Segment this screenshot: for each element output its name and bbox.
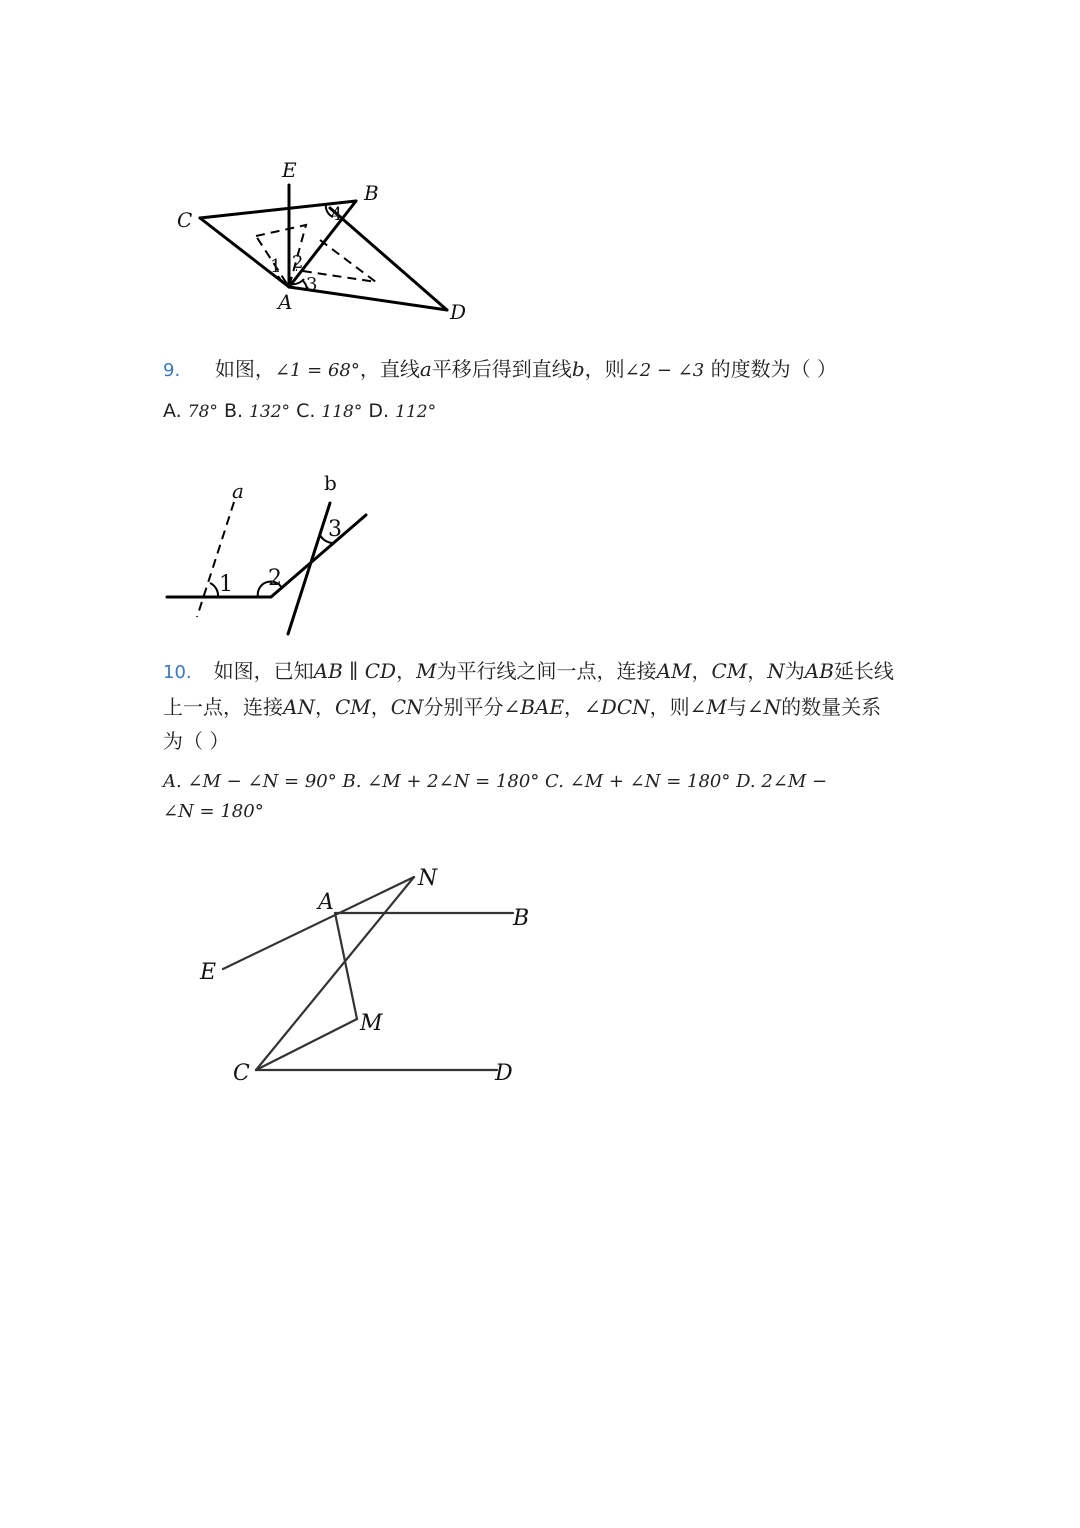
angle-label-1: 1 [219,572,233,597]
label-N: N [418,866,438,891]
segment-AM [335,913,357,1019]
label-M: M [360,1011,383,1036]
question-text: ， [747,659,768,683]
question-text: 延长线 [833,659,894,683]
angle-label-2: 2 [268,566,282,591]
math-expr: ∠1 = 68° [274,360,360,381]
label-E: E [200,960,217,985]
question-text: 平移后得到直线 [431,357,572,381]
option-a-label: A. [163,400,182,422]
math-expr: CM [711,659,748,683]
math-expr: ∠M [689,695,727,719]
segment-CM [256,1019,357,1070]
question-text: 上一点，连接 [163,695,283,719]
angle-label-3: 3 [328,517,342,542]
math-expr: CM [334,695,371,719]
math-expr: M [416,659,437,683]
options-line-2: ∠N = 180° [163,801,264,822]
option-c-label: C. [296,400,316,422]
label-E: E [282,158,297,182]
question-text: ， [396,659,417,683]
option-d: 112° [395,402,437,422]
question-text: 为 [784,659,805,683]
math-expr: AM [656,659,692,683]
question-line-3: 为（ ） [163,729,230,753]
angle-label-4: 4 [331,204,343,225]
question-text: ，直线 [359,357,420,381]
math-expr: ∠N [746,695,782,719]
label-D: D [450,300,467,324]
question-text: 如图，已知 [213,659,314,683]
question-text: ，则 [584,357,625,381]
math-expr: AN [283,695,315,719]
question-text: 的度数为（ ） [704,357,837,381]
options-line-1: A. ∠M − ∠N = 90° B. ∠M + 2∠N = 180° C. ∠M + ∠N = 180° D. 2∠M − [163,771,828,792]
question-text: 为平行线之间一点，连接 [436,659,657,683]
angle-label-3: 3 [306,274,318,295]
segment-CN [256,877,414,1070]
label-a: a [232,479,244,503]
math-expr: AB [804,659,834,683]
math-expr: ∠BAE [503,695,565,719]
math-expr: CN [390,695,424,719]
math-expr: ∠DCN [584,695,650,719]
option-c: 118° [321,402,363,422]
option-b-label: B. [223,400,244,422]
question-text: 的数量关系 [781,695,882,719]
math-var: a [419,357,432,381]
angle-label-1: 1 [270,256,282,277]
math-var: b [571,357,585,381]
label-D: D [495,1061,513,1086]
label-B: B [513,906,530,931]
label-A: A [278,290,293,314]
question-text: ，则 [649,695,690,719]
question-text: ， [370,695,391,719]
label-C: C [177,208,193,232]
label-b: b [324,471,337,495]
question-text: ， [314,695,335,719]
question-text: 如图， [214,357,275,381]
label-B: B [364,181,379,205]
label-C: C [233,1061,250,1086]
option-d-label: D. [368,400,390,422]
math-expr: AB ∥ CD [313,659,397,683]
math-expr: N [767,659,785,683]
question-text: 分别平分 [423,695,504,719]
question-text: ， [564,695,585,719]
option-a: 78° [187,402,218,422]
label-A: A [318,890,334,915]
question-text: ， [691,659,712,683]
angle-label-2: 2 [292,252,304,273]
math-expr: ∠2 − ∠3 [624,360,705,381]
question-text: 与 [726,695,747,719]
question-number: 9. [163,360,181,381]
option-b: 132° [249,402,291,422]
question-number: 10. [163,662,192,683]
